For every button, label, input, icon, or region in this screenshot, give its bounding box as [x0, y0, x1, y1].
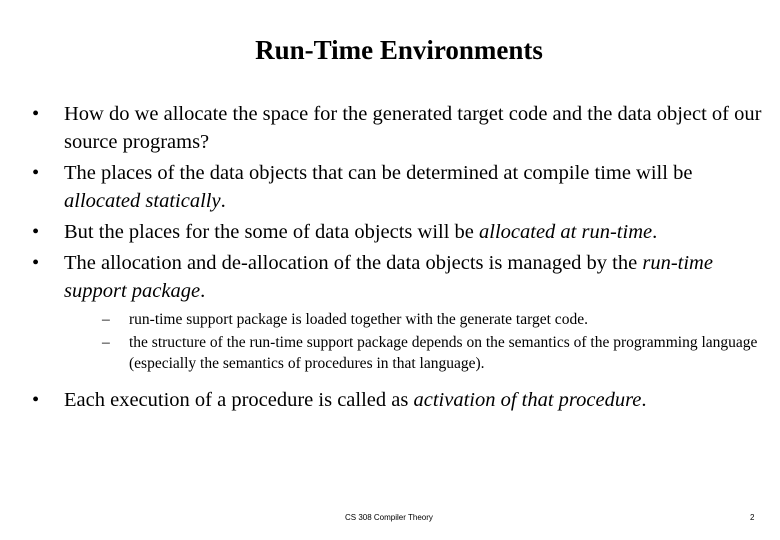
bullet-item: [30, 100, 770, 156]
bullet-text: But the places for the some of data objects will be: [64, 221, 480, 243]
bullet-list: [30, 100, 770, 414]
bullet-text: The allocation and de-allocation of the data objects is managed by the: [64, 252, 643, 274]
bullet-dot-icon: •: [32, 162, 40, 184]
dash-icon: –: [102, 311, 110, 328]
sub-bullet-list: [64, 309, 770, 374]
bullet-text-end: .: [220, 190, 226, 212]
slide-title: Run-Time Environments: [255, 35, 543, 65]
bullet-dot-icon: •: [32, 221, 40, 243]
bullet-text: Each execution of a procedure is called as: [64, 389, 414, 411]
bullet-text-end: .: [652, 221, 658, 243]
sub-bullet-item: [64, 332, 770, 374]
sub-bullet-text: run-time support package is loaded together with the generate target code.: [129, 311, 588, 328]
bullet-dot-icon: •: [32, 252, 40, 274]
bullet-item: [30, 218, 770, 246]
bullet-text: The places of the data objects that can be determined at compile time will be: [64, 162, 693, 184]
dash-icon: –: [102, 334, 110, 351]
bullet-text-end: .: [200, 280, 206, 302]
bullet-emphasis: run-time support package: [64, 252, 713, 302]
bullet-text: How do we allocate the space for the generated target code and the data object of our source programs?: [64, 103, 762, 153]
footer-page-number: 2: [750, 513, 755, 522]
sub-bullet-item: [64, 309, 770, 330]
bullet-emphasis: activation of that procedure: [413, 389, 642, 411]
bullet-item: [30, 249, 770, 374]
bullet-dot-icon: •: [32, 103, 40, 125]
bullet-dot-icon: •: [32, 389, 40, 411]
bullet-item: [30, 159, 770, 215]
footer-course-label: CS 308 Compiler Theory: [345, 513, 433, 522]
bullet-emphasis: allocated statically: [64, 190, 221, 212]
bullet-emphasis: allocated at run-time: [479, 221, 653, 243]
bullet-item: [30, 386, 770, 414]
bullet-text-end: .: [641, 389, 647, 411]
sub-bullet-text: the structure of the run-time support package depends on the semantics of the programming language (especially the semantics of procedures in that language).: [129, 334, 758, 372]
